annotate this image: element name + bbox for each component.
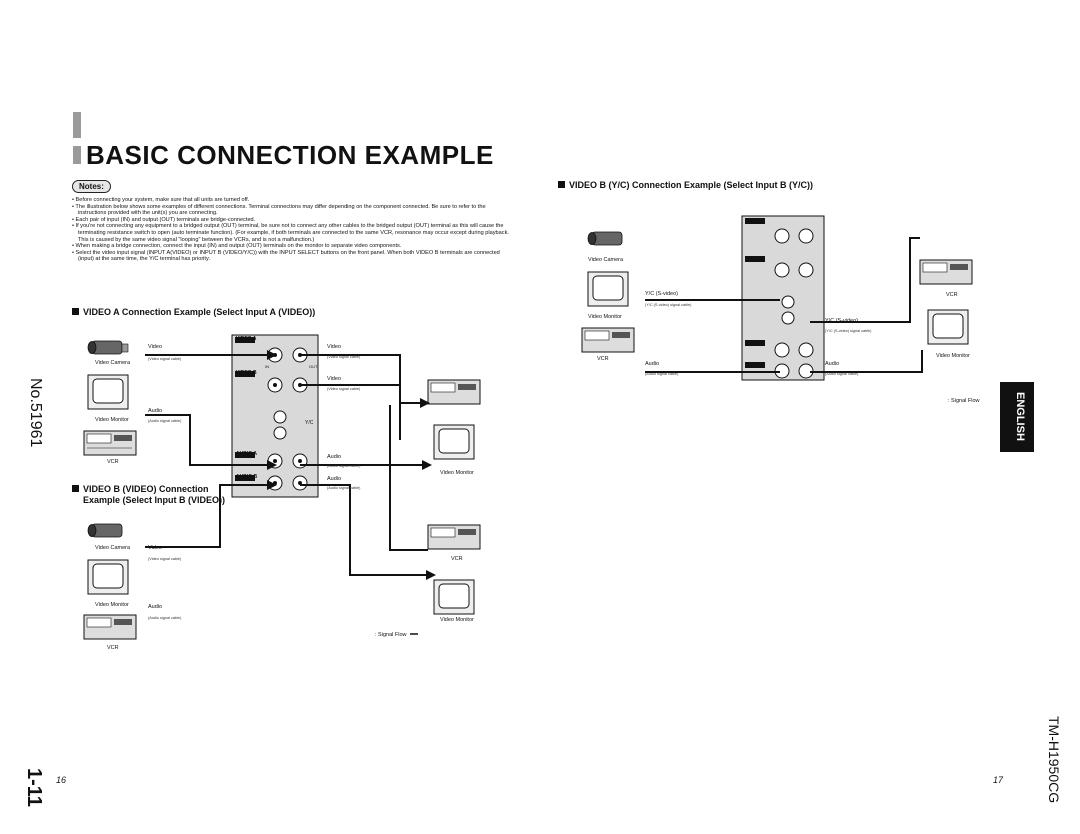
panel-label-audio-b: AUDIO B bbox=[236, 474, 258, 480]
label-video-monitor: Video Monitor bbox=[588, 314, 622, 320]
label-video-cable: Video bbox=[148, 545, 162, 551]
square-bullet-icon bbox=[558, 181, 565, 188]
label-audio-signal-cable: (Audio signal cable) bbox=[327, 464, 361, 468]
label-video-monitor: Video Monitor bbox=[936, 353, 970, 359]
section-video-a-heading: VIDEO A Connection Example (Select Input A (VIDEO)) bbox=[72, 307, 315, 318]
panel-label-audio-a: AUDIO A bbox=[236, 451, 257, 457]
page-id: 1-11 bbox=[23, 768, 45, 807]
video-monitor-icon bbox=[88, 375, 128, 409]
title-accent-bar-top bbox=[73, 112, 81, 138]
document-number: No.51961 bbox=[27, 378, 44, 448]
label-yc-svideo: Y/C (S-video) bbox=[825, 318, 859, 324]
label-vcr: VCR bbox=[597, 356, 609, 362]
label-video-monitor: Video Monitor bbox=[440, 470, 474, 476]
notes-list bbox=[72, 197, 512, 263]
video-monitor-icon bbox=[928, 310, 968, 344]
video-monitor-icon bbox=[588, 272, 628, 306]
video-monitor-icon bbox=[88, 560, 128, 594]
label-video-camera: Video Camera bbox=[95, 360, 131, 366]
video-camera-icon bbox=[88, 524, 122, 537]
label-audio-signal-cable: (Audio signal cable) bbox=[148, 419, 182, 423]
label-audio-out: Audio bbox=[825, 361, 840, 367]
vcr-icon bbox=[920, 260, 972, 284]
panel-label-out: OUT bbox=[309, 364, 318, 369]
label-audio-cable: Audio bbox=[645, 361, 660, 367]
label-vcr: VCR bbox=[107, 459, 119, 465]
section-video-b-yc-heading: VIDEO B (Y/C) Connection Example (Select Input B (Y/C)) bbox=[558, 180, 813, 191]
label-video-monitor: Video Monitor bbox=[440, 617, 474, 623]
signal-flow-legend: : Signal Flow bbox=[948, 398, 980, 404]
square-bullet-icon bbox=[72, 308, 79, 315]
vcr-icon bbox=[582, 328, 634, 352]
vcr-icon bbox=[428, 380, 480, 404]
label-audio-out: Audio bbox=[327, 476, 342, 482]
title-accent-bar-bottom bbox=[73, 146, 81, 164]
vcr-icon bbox=[84, 615, 136, 639]
label-audio-signal-cable: (Audio signal cable) bbox=[327, 486, 361, 490]
label-audio-cable: Audio bbox=[148, 408, 163, 414]
label-video-out: Video bbox=[327, 344, 341, 350]
video-camera-icon bbox=[88, 341, 128, 354]
note-item: • Each pair of input (IN) and output (OUT) terminals are bridge-connected. bbox=[72, 216, 256, 223]
signal-flow-legend: : Signal Flow bbox=[375, 632, 407, 638]
label-audio-signal-cable: (Audio signal cable) bbox=[645, 372, 679, 376]
label-video-monitor: Video Monitor bbox=[95, 602, 129, 608]
note-item: • Select the video input signal (INPUT A(VIDEO) or INPUT B (VIDEO/Y/C)) with the INPUT SELECT buttons on the front panel. When both VIDEO B terminals are connected (input) at the same time, the Y/C terminal has priority. bbox=[72, 249, 500, 263]
note-item: • If you're not connecting any equipment to a bridged output (OUT) terminal, be sure not to connect any other cables to the bridged output (OUT) terminal as this will cause the terminating resistance switch to open (auto terminate function). (For example, if both terminals are connected to the same VCR, resonance may occur except during playback. This is caused by the same video signal "looping" between the VCRs, and is not a malfunction.) bbox=[72, 223, 509, 243]
note-item: • Before connecting your system, make sure that all units are turned off. bbox=[72, 197, 250, 203]
section-video-b-video-heading: VIDEO B (VIDEO) Connection Example (Select Input B (VIDEO)) bbox=[72, 484, 225, 506]
label-video-signal-cable: (Video signal cable) bbox=[327, 387, 361, 391]
label-video-cable: Video bbox=[148, 344, 162, 350]
label-yc-signal-cable: (Y/C (S-video) signal cable) bbox=[825, 329, 872, 333]
page-number-right: 17 bbox=[993, 775, 1004, 785]
label-vcr: VCR bbox=[451, 556, 463, 562]
label-video-signal-cable: (Video signal cable) bbox=[327, 355, 361, 359]
label-audio-cable: Audio bbox=[148, 604, 163, 610]
vcr-icon bbox=[84, 431, 136, 455]
label-video-signal-cable: (Video signal cable) bbox=[148, 557, 182, 561]
label-video-camera: Video Camera bbox=[95, 545, 131, 551]
label-video-signal-cable: (Video signal cable) bbox=[148, 357, 182, 361]
language-tab: ENGLISH bbox=[1000, 382, 1034, 452]
note-item: • When making a bridge connection, connect the input (IN) and output (OUT) terminals on the monitor to separate video components. bbox=[72, 243, 402, 250]
panel-label-video-a: VIDEO A bbox=[236, 336, 257, 342]
panel-label-in: IN bbox=[265, 364, 269, 369]
page-number-left: 16 bbox=[56, 775, 67, 785]
label-yc-svideo: Y/C (S-video) bbox=[645, 291, 679, 297]
video-monitor-icon bbox=[434, 425, 474, 459]
label-audio-signal-cable: (Audio signal cable) bbox=[825, 372, 859, 376]
label-audio-out: Audio bbox=[327, 454, 342, 460]
label-audio-signal-cable: (Audio signal cable) bbox=[148, 616, 182, 620]
video-monitor-icon bbox=[434, 580, 474, 614]
panel-label-video-b: VIDEO B bbox=[236, 370, 257, 376]
label-yc-signal-cable: (Y/C (S-video) signal cable) bbox=[645, 303, 692, 307]
video-camera-icon bbox=[588, 232, 622, 245]
label-video-camera: Video Camera bbox=[588, 257, 624, 263]
vcr-icon bbox=[428, 525, 480, 549]
panel-label-yc: Y/C bbox=[305, 420, 314, 426]
page-title: BASIC CONNECTION EXAMPLE bbox=[86, 140, 494, 170]
note-item: • The illustration below shows some examples of different connections. Terminal connections may differ depending on the component connected. Be sure to refer to the instructions provided with the unit(s) you are connecting. bbox=[72, 203, 486, 217]
notes-badge: Notes: bbox=[72, 180, 111, 193]
label-video-out: Video bbox=[327, 376, 341, 382]
diagram-video-a-and-b bbox=[60, 325, 500, 665]
label-video-monitor: Video Monitor bbox=[95, 417, 129, 423]
label-vcr: VCR bbox=[946, 292, 958, 298]
model-number: TM-H1950CG bbox=[1046, 716, 1062, 804]
diagram-video-b-yc bbox=[570, 210, 980, 410]
label-vcr: VCR bbox=[107, 645, 119, 651]
monitor-rear-panel bbox=[742, 216, 824, 380]
monitor-rear-panel bbox=[232, 335, 318, 497]
